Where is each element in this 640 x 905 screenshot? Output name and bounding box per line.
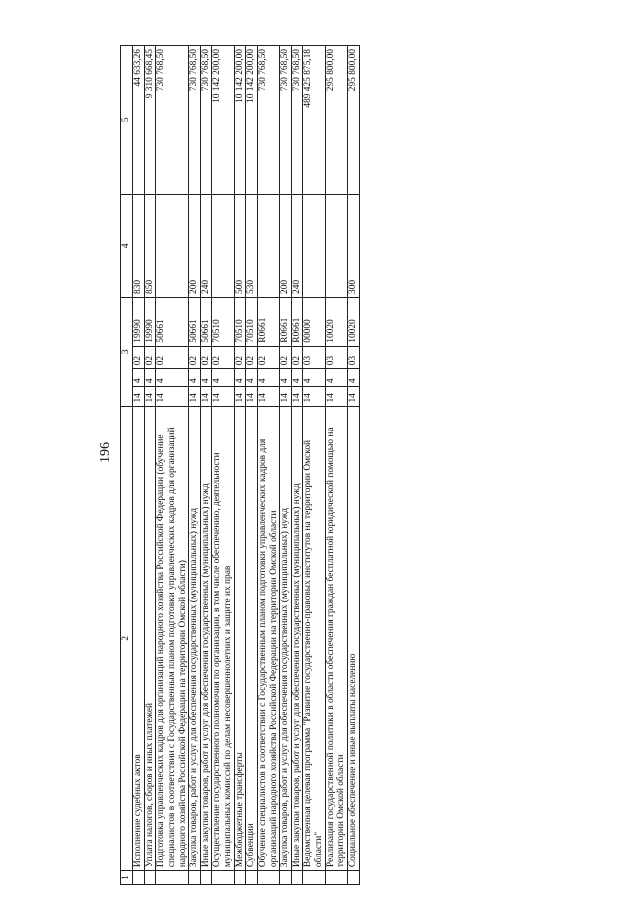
table-header-row xyxy=(121,46,133,885)
table-row xyxy=(144,46,156,885)
code-section-cell: 14 xyxy=(325,387,347,406)
row-name-cell: Обучение специалистов в соответствии с Государственным планом подготовки управленческих кадров для организаций народного хозяйства Российской Федерации на территории Омской области xyxy=(257,406,279,871)
row-number-cell xyxy=(144,871,156,885)
code-program-cell: 02 xyxy=(291,346,303,369)
row-number-cell xyxy=(200,871,212,885)
amount-cell: 730 768,50 xyxy=(280,46,292,195)
row-number-cell xyxy=(189,871,201,885)
amount-cell: 730 768,50 xyxy=(156,46,189,195)
row-number-cell xyxy=(280,871,292,885)
code-item-cell: 70510 xyxy=(212,297,234,346)
code-item-cell: R0661 xyxy=(257,297,279,346)
code-subsection-cell: 4 xyxy=(144,369,156,387)
code-program-cell: 02 xyxy=(133,346,145,369)
row-name-cell: Уплата налогов, сборов и иных платежей xyxy=(144,406,156,871)
row-number-cell xyxy=(303,871,325,885)
amount-cell: 10 142 200,00 xyxy=(234,46,246,195)
expense-type-cell: 850 xyxy=(144,194,156,297)
code-item-cell: 19990 xyxy=(133,297,145,346)
row-name-cell: Осуществление государственного полномочия по организации, в том числе обеспечению, деятельности муниципальных комиссий по делам несовершеннолетних и защите их прав xyxy=(212,406,234,871)
row-name-cell: Межбюджетные трансферты xyxy=(234,406,246,871)
table-row xyxy=(303,46,325,885)
code-subsection-cell: 4 xyxy=(280,369,292,387)
row-number-cell xyxy=(212,871,234,885)
code-item-cell: 00000 xyxy=(303,297,325,346)
code-subsection-cell: 4 xyxy=(325,369,347,387)
code-subsection-cell: 4 xyxy=(212,369,234,387)
table-row xyxy=(325,46,347,885)
table-row xyxy=(257,46,279,885)
code-item-cell: R0661 xyxy=(291,297,303,346)
header-col-3: 3 xyxy=(121,297,133,406)
code-item-cell: 10020 xyxy=(347,297,359,346)
expense-type-cell xyxy=(212,194,234,297)
code-item-cell: 50661 xyxy=(200,297,212,346)
code-item-cell: 70510 xyxy=(246,297,258,346)
row-name-cell: Социальное обеспечение и иные выплаты населению xyxy=(347,406,359,871)
row-number-cell xyxy=(325,871,347,885)
code-program-cell: 02 xyxy=(200,346,212,369)
code-subsection-cell: 4 xyxy=(291,369,303,387)
code-item-cell: 50661 xyxy=(189,297,201,346)
code-section-cell: 14 xyxy=(133,387,145,406)
code-item-cell: 50661 xyxy=(156,297,189,346)
row-name-cell: Закупка товаров, работ и услуг для обеспечения государственных (муниципальных) нужд xyxy=(189,406,201,871)
expense-type-cell xyxy=(303,194,325,297)
code-subsection-cell: 4 xyxy=(246,369,258,387)
header-col-5: 5 xyxy=(121,46,133,195)
code-subsection-cell: 4 xyxy=(303,369,325,387)
row-number-cell xyxy=(291,871,303,885)
amount-cell: 730 768,50 xyxy=(189,46,201,195)
table-row xyxy=(212,46,234,885)
expense-type-cell: 530 xyxy=(246,194,258,297)
row-name-cell: Закупка товаров, работ и услуг для обеспечения государственных (муниципальных) нужд xyxy=(280,406,292,871)
expense-type-cell: 830 xyxy=(133,194,145,297)
page-number: 196 xyxy=(98,442,113,463)
row-name-cell: Реализация государственной политики в области обеспечения граждан бесплатной юридической помощью на территории Омской области xyxy=(325,406,347,871)
expense-type-cell: 200 xyxy=(280,194,292,297)
header-col-1: 1 xyxy=(121,871,133,885)
code-section-cell: 14 xyxy=(189,387,201,406)
code-section-cell: 14 xyxy=(257,387,279,406)
code-program-cell: 02 xyxy=(280,346,292,369)
table-row xyxy=(246,46,258,885)
code-subsection-cell: 4 xyxy=(257,369,279,387)
header-col-2: 2 xyxy=(121,406,133,871)
row-number-cell xyxy=(257,871,279,885)
code-item-cell: R0661 xyxy=(280,297,292,346)
table-row xyxy=(234,46,246,885)
code-program-cell: 02 xyxy=(234,346,246,369)
code-section-cell: 14 xyxy=(212,387,234,406)
code-subsection-cell: 4 xyxy=(347,369,359,387)
amount-cell: 44 633,26 xyxy=(133,46,145,195)
expense-type-cell xyxy=(325,194,347,297)
row-number-cell xyxy=(347,871,359,885)
row-number-cell xyxy=(133,871,145,885)
amount-cell: 10 142 200,00 xyxy=(246,46,258,195)
amount-cell: 295 800,00 xyxy=(347,46,359,195)
code-section-cell: 14 xyxy=(156,387,189,406)
table-row xyxy=(347,46,359,885)
budget-table xyxy=(120,45,360,885)
amount-cell: 10 142 200,00 xyxy=(212,46,234,195)
table-row xyxy=(133,46,145,885)
code-program-cell: 02 xyxy=(189,346,201,369)
code-section-cell: 14 xyxy=(347,387,359,406)
code-subsection-cell: 4 xyxy=(234,369,246,387)
row-name-cell: Иные закупки товаров, работ и услуг для обеспечения государственных (муниципальных) нужд xyxy=(291,406,303,871)
row-name-cell: Ведомственная целевая программа "Развитие государственно-правовых институтов на территории Омской области" xyxy=(303,406,325,871)
code-section-cell: 14 xyxy=(280,387,292,406)
expense-type-cell xyxy=(156,194,189,297)
table-row xyxy=(291,46,303,885)
code-program-cell: 03 xyxy=(325,346,347,369)
code-subsection-cell: 4 xyxy=(133,369,145,387)
amount-cell: 9 310 668,45 xyxy=(144,46,156,195)
table-row xyxy=(156,46,189,885)
amount-cell: 295 800,00 xyxy=(325,46,347,195)
row-number-cell xyxy=(246,871,258,885)
code-section-cell: 14 xyxy=(303,387,325,406)
code-subsection-cell: 4 xyxy=(189,369,201,387)
expense-type-cell: 240 xyxy=(291,194,303,297)
amount-cell: 489 425 875,18 xyxy=(303,46,325,195)
expense-type-cell: 200 xyxy=(189,194,201,297)
code-program-cell: 02 xyxy=(257,346,279,369)
row-number-cell xyxy=(234,871,246,885)
code-item-cell: 10020 xyxy=(325,297,347,346)
code-subsection-cell: 4 xyxy=(156,369,189,387)
table-row xyxy=(280,46,292,885)
code-program-cell: 02 xyxy=(246,346,258,369)
code-section-cell: 14 xyxy=(200,387,212,406)
code-program-cell: 03 xyxy=(347,346,359,369)
amount-cell: 730 768,50 xyxy=(291,46,303,195)
code-item-cell: 19990 xyxy=(144,297,156,346)
code-subsection-cell: 4 xyxy=(200,369,212,387)
expense-type-cell: 300 xyxy=(347,194,359,297)
header-col-4: 4 xyxy=(121,194,133,297)
code-program-cell: 02 xyxy=(212,346,234,369)
row-name-cell: Субвенции xyxy=(246,406,258,871)
expense-type-cell: 500 xyxy=(234,194,246,297)
code-section-cell: 14 xyxy=(234,387,246,406)
code-section-cell: 14 xyxy=(291,387,303,406)
code-item-cell: 70510 xyxy=(234,297,246,346)
code-program-cell: 02 xyxy=(144,346,156,369)
expense-type-cell: 240 xyxy=(200,194,212,297)
table-row xyxy=(189,46,201,885)
table-body xyxy=(133,46,360,885)
code-program-cell: 02 xyxy=(156,346,189,369)
table-row xyxy=(200,46,212,885)
row-name-cell: Подготовка управленческих кадров для организаций народного хозяйства Российской Федерации (обучение специалистов в соответствии с Государственным планом подготовки управленческих кадров для организаций народного хозяйства Российской Федерации на территории Омской области) xyxy=(156,406,189,871)
amount-cell: 730 768,50 xyxy=(257,46,279,195)
row-number-cell xyxy=(156,871,189,885)
row-name-cell: Исполнение судебных актов xyxy=(133,406,145,871)
expense-type-cell xyxy=(257,194,279,297)
code-section-cell: 14 xyxy=(246,387,258,406)
code-program-cell: 03 xyxy=(303,346,325,369)
code-section-cell: 14 xyxy=(144,387,156,406)
row-name-cell: Иные закупки товаров, работ и услуг для обеспечения государственных (муниципальных) нужд xyxy=(200,406,212,871)
amount-cell: 730 768,50 xyxy=(200,46,212,195)
